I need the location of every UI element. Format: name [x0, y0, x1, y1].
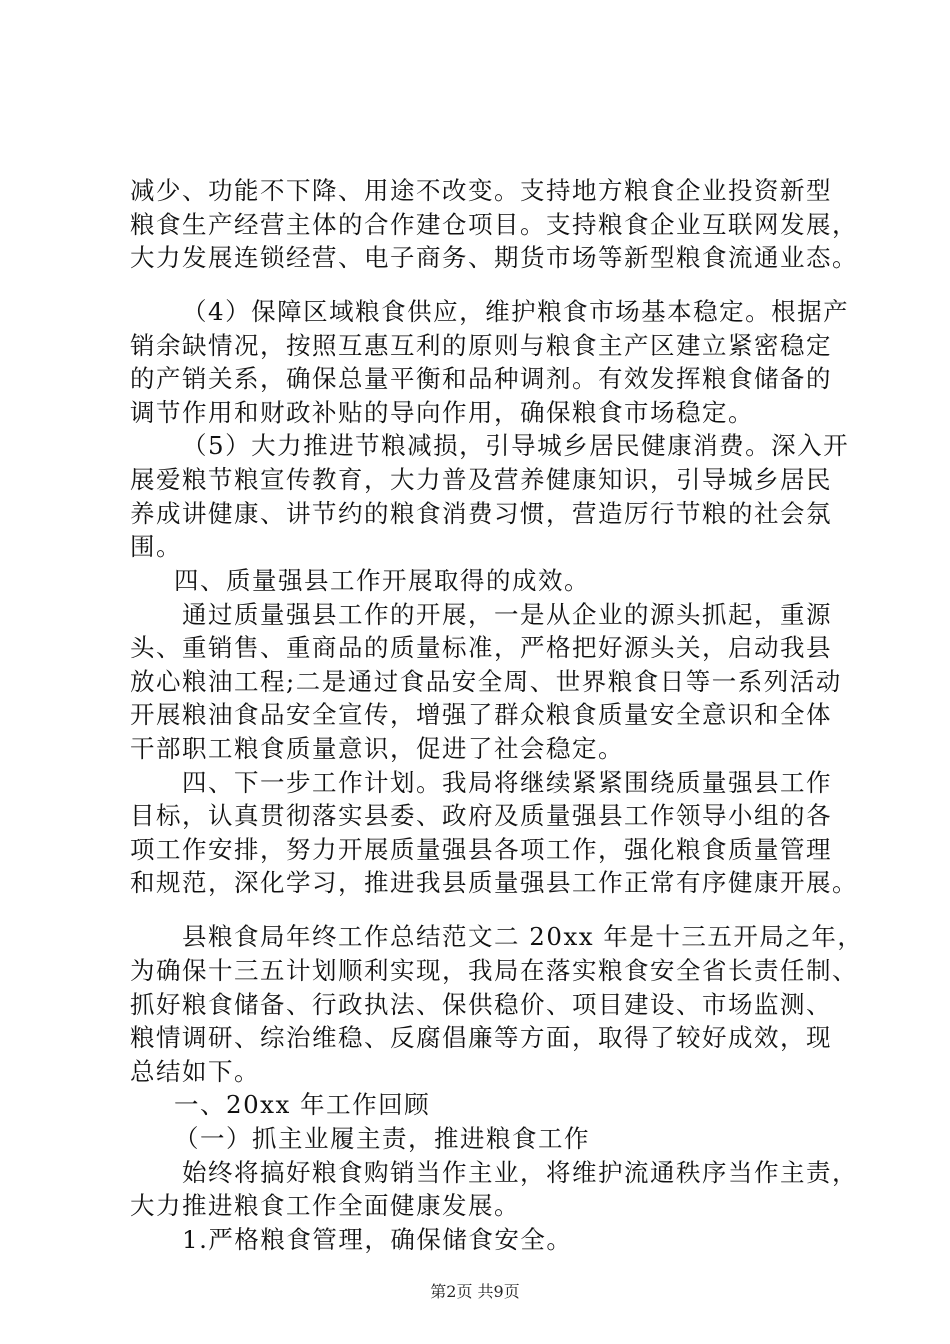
text-line: 的产销关系，确保总量平衡和品种调剂。有效发挥粮食储备的	[130, 364, 832, 393]
text-line: 粮情调研、综治维稳、反腐倡廉等方面，取得了较好成效，现	[130, 1023, 832, 1052]
text-line: 总结如下。	[130, 1057, 260, 1086]
text-line: 通过质量强县工作的开展，一是从企业的源头抓起，重源	[182, 600, 832, 629]
text-line: 开展粮油食品安全宣传，增强了群众粮食质量安全意识和全体	[130, 700, 832, 729]
page-number-footer: 第2页 共9页	[430, 1282, 520, 1301]
text-line: 放心粮油工程;二是通过食品安全周、世界粮食日等一系列活动	[130, 667, 842, 696]
text-line: 目标，认真贯彻落实县委、政府及质量强县工作领导小组的各	[130, 801, 832, 830]
text-line: 为确保十三五计划顺利实现，我局在落实粮食安全省长责任制、	[130, 956, 858, 985]
text-line: 展爱粮节粮宣传教育，大力普及营养健康知识，引导城乡居民	[130, 465, 832, 494]
subsection-heading: （一）抓主业履主责，推进粮食工作	[174, 1124, 590, 1153]
text-line: 干部职工粮食质量意识，促进了社会稳定。	[130, 734, 624, 763]
text-line: 养成讲健康、讲节约的粮食消费习惯，营造厉行节粮的社会氛	[130, 499, 832, 528]
section-heading: 一、20xx 年工作回顾	[174, 1090, 431, 1119]
text-line: 调节作用和财政补贴的导向作用，确保粮食市场稳定。	[130, 398, 754, 427]
text-line: 粮食生产经营主体的合作建仓项目。支持粮食企业互联网发展，	[130, 210, 858, 239]
text-line: 项工作安排，努力开展质量强县各项工作，强化粮食质量管理	[130, 835, 832, 864]
text-line: 和规范，深化学习，推进我县质量强县工作正常有序健康开展。	[130, 868, 858, 897]
text-line: 四、下一步工作计划。我局将继续紧紧围绕质量强县工作	[182, 768, 832, 797]
text-line: 减少、功能不下降、用途不改变。支持地方粮食企业投资新型	[130, 176, 832, 205]
text-line: （5）大力推进节粮减损，引导城乡居民健康消费。深入开	[182, 431, 850, 460]
text-line: 围。	[130, 532, 182, 561]
text-line: 县粮食局年终工作总结范文二 20xx 年是十三五开局之年，	[182, 922, 864, 951]
text-line: （4）保障区域粮食供应，维护粮食市场基本稳定。根据产	[182, 297, 850, 326]
text-line: 抓好粮食储备、行政执法、保供稳价、项目建设、市场监测、	[130, 990, 832, 1019]
text-line: 始终将搞好粮食购销当作主业，将维护流通秩序当作主责，	[182, 1158, 858, 1187]
text-line: 销余缺情况，按照互惠互利的原则与粮食主产区建立紧密稳定	[130, 331, 832, 360]
text-line: 1.严格粮食管理，确保储食安全。	[182, 1225, 573, 1254]
text-line: 大力推进粮食工作全面健康发展。	[130, 1191, 520, 1220]
text-line: 头、重销售、重商品的质量标准，严格把好源头关，启动我县	[130, 633, 832, 662]
text-line: 大力发展连锁经营、电子商务、期货市场等新型粮食流通业态。	[130, 243, 858, 272]
section-heading: 四、质量强县工作开展取得的成效。	[174, 566, 590, 595]
